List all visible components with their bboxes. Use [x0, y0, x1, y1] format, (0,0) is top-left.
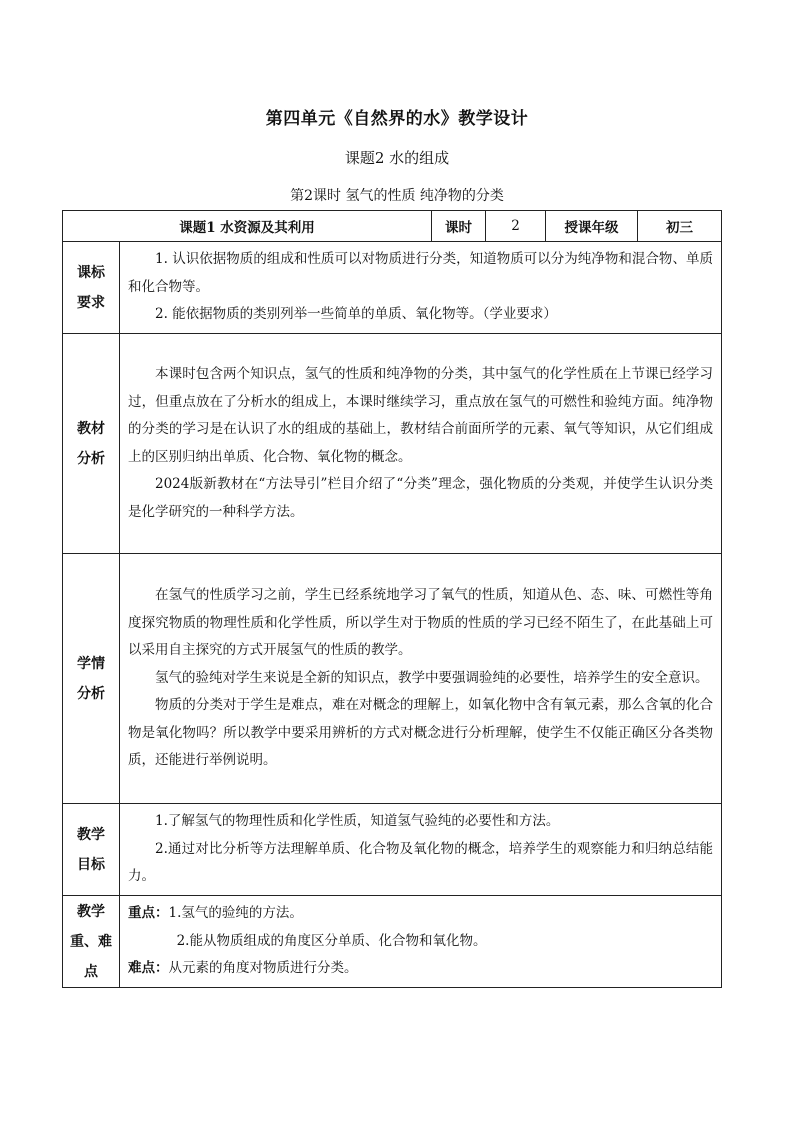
lesson-topic-title: 课题2 水的组成 — [344, 149, 450, 167]
student-paragraph: 物质的分类对于学生是难点，难在对概念的理解上，如氧化物中含有氧元素，那么含氧的化合物是氧化物吗？所以教学中要采用辨析的方式对概念进行分析理解，使学生不仅能正确区分各类物质，还能进行举例说明。 — [128, 697, 713, 769]
student-paragraph: 在氢气的性质学习之前，学生已经系统地学习了氧气的性质，知道从色、态、味、可燃性等角度探究物质的物理性质和化学性质，所以学生对于物质的性质的学习已经不陌生了，在此基础上可以采用自主探究的方式开展氢气的性质的教学。 — [128, 587, 713, 659]
difficulty-text: 从元素的角度对物质进行分类。 — [168, 960, 358, 977]
textbook-analysis-label: 教材 分析 — [63, 334, 120, 554]
table-header-row — [63, 211, 722, 242]
objective-paragraph: 1.了解氢气的物理性质和化学性质，知道氢气验纯的必要性和方法。 — [155, 813, 560, 830]
key-point-label: 重点： — [128, 905, 169, 922]
period-label-cell: 课时 — [432, 211, 486, 242]
student-analysis-label: 学情 分析 — [63, 554, 120, 804]
period-value-cell: 2 — [486, 211, 546, 242]
textbook-paragraph: 2024版新教材在“方法导引”栏目介绍了“分类”理念，强化物质的分类观，并使学生认识分类是化学研究的一种科学方法。 — [128, 476, 713, 520]
objective-paragraph: 2.通过对比分析等方法理解单质、化合物及氧化物的概念，培养学生的观察能力和归纳总结能力。 — [128, 840, 713, 885]
lesson-period-title: 第2课时 氢气的性质 纯净物的分类 — [290, 188, 504, 204]
key-points-row — [63, 896, 722, 988]
topic-cell: 课题1 水资源及其利用 — [63, 211, 432, 242]
difficulty-line — [128, 955, 713, 983]
textbook-analysis-row — [63, 334, 722, 554]
key-point-text: 1.氢气的验纯的方法。 — [168, 905, 303, 922]
key-point-line — [128, 900, 713, 928]
curriculum-content — [120, 242, 722, 334]
key-points-content — [120, 896, 722, 988]
objectives-label: 教学 目标 — [63, 804, 120, 896]
key-points-label: 教学 重、难 点 — [63, 896, 120, 988]
curriculum-paragraph: 2. 能依据物质的类别列举一些简单的单质、氧化物等。（学业要求） — [155, 306, 557, 323]
student-analysis-row — [63, 554, 722, 804]
textbook-analysis-content — [120, 334, 722, 554]
page-title: 第四单元《自然界的水》教学设计 — [265, 109, 529, 129]
student-paragraph: 氢气的验纯对学生来说是全新的知识点，教学中要强调验纯的必要性，培养学生的安全意识。 — [155, 669, 709, 686]
key-point-line: 2.能从物质组成的角度区分单质、化合物和氧化物。 — [176, 932, 487, 949]
lesson-plan-table — [62, 210, 722, 988]
grade-label-cell: 授课年级 — [546, 211, 638, 242]
objectives-row — [63, 804, 722, 896]
curriculum-label: 课标 要求 — [63, 242, 120, 334]
curriculum-paragraph: 1. 认识依据物质的组成和性质可以对物质进行分类，知道物质可以分为纯净物和混合物、单质和化合物等。 — [128, 251, 713, 295]
student-analysis-content — [120, 554, 722, 804]
curriculum-row — [63, 242, 722, 334]
objectives-content — [120, 804, 722, 896]
difficulty-label: 难点： — [128, 960, 169, 977]
grade-value-cell: 初三 — [638, 211, 722, 242]
textbook-paragraph: 本课时包含两个知识点，氢气的性质和纯净物的分类，其中氢气的化学性质在上节课已经学习过，但重点放在了分析水的组成上，本课时继续学习，重点放在氢气的可燃性和验纯方面。纯净物的分类的学习是在认识了水的组成的基础上，教材结合前面所学的元素、氧气等知识，从它们组成上的区别归纳出单质、化合物、氧化物的概念。 — [128, 366, 713, 465]
